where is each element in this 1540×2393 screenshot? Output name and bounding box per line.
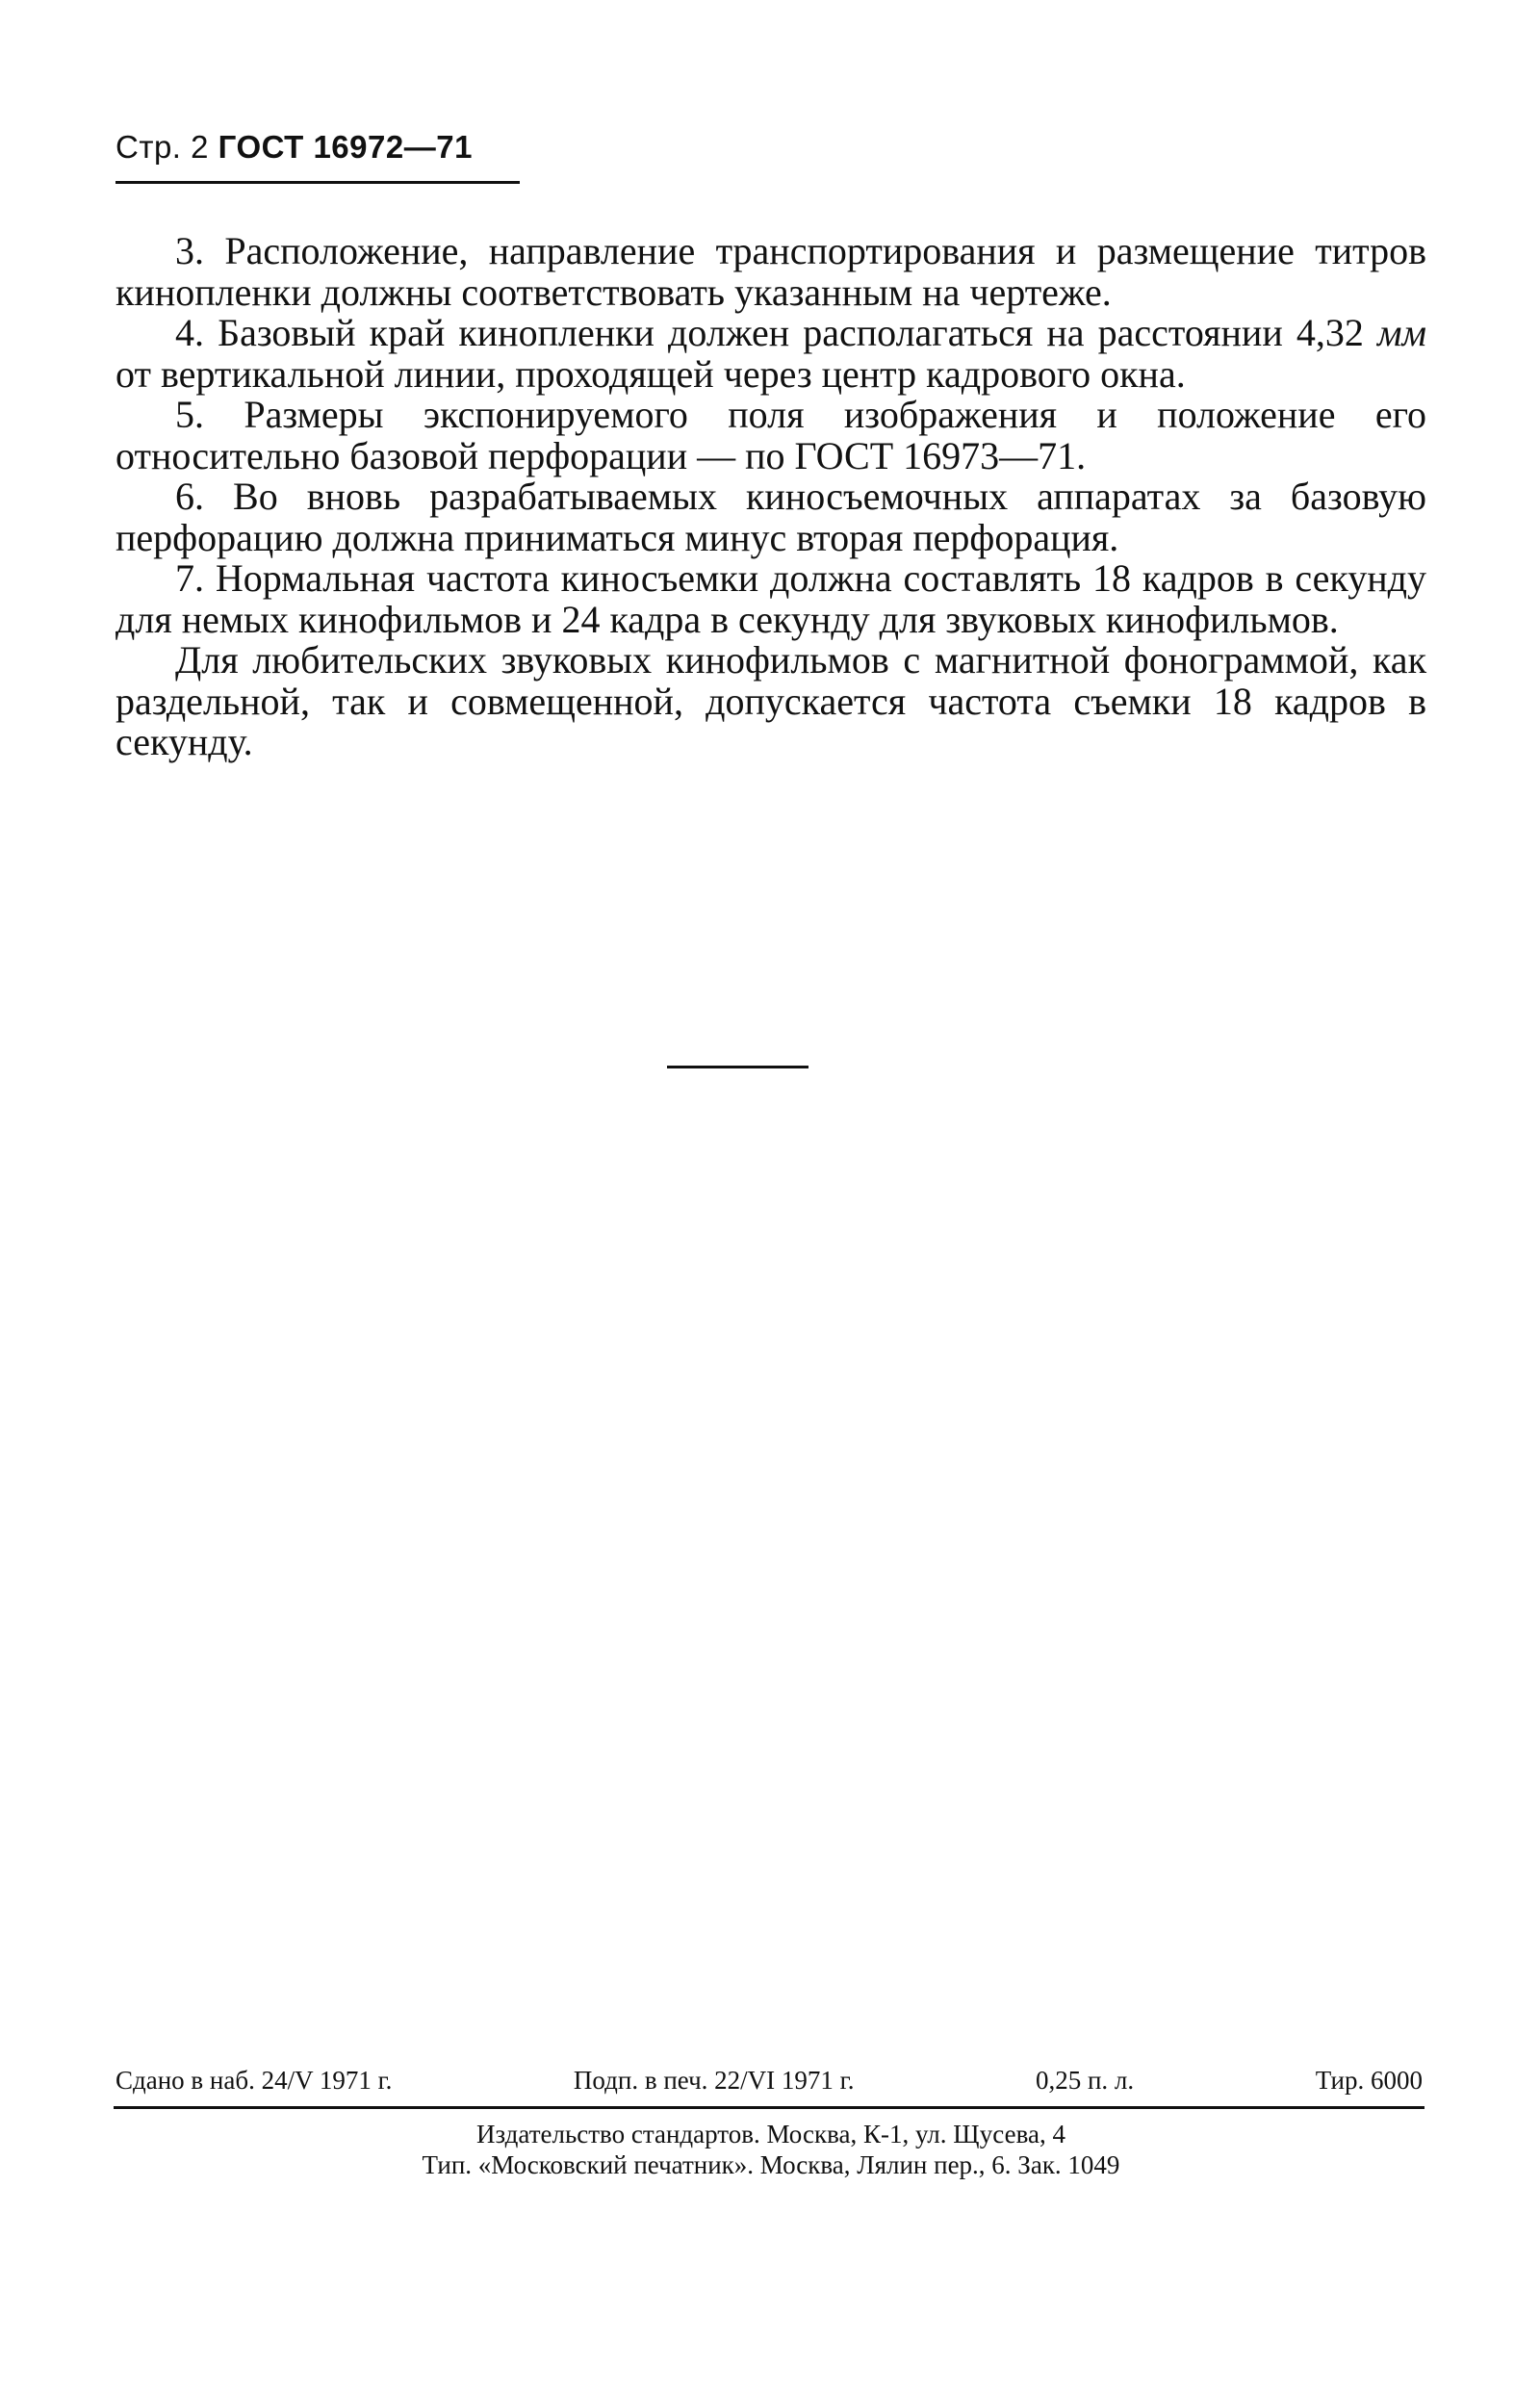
publisher-line-1: Издательство стандартов. Москва, К-1, ул. Щусева, 4 [476, 2120, 1065, 2149]
paragraph-4-after: от вертикальной линии, проходящей через центр кадрового окна. [116, 351, 1186, 396]
header-underline [116, 181, 520, 184]
paragraph-amateur-films: Для любительских звуковых кинофильмов с магнитной фонограммой, как раздельной, так и совмещенной, допускается частота съемки 18 кадров в секунду. [116, 638, 1426, 763]
imprint-divider [114, 2106, 1424, 2109]
paragraph-4 [116, 313, 1426, 395]
paragraph-3: 3. Расположение, направление транспортирования и размещение титров кинопленки должны соответствовать указанным на чертеже. [116, 229, 1426, 314]
paragraph-5: 5. Размеры экспонируемого поля изображения и положение его относительно базовой перфорации — по ГОСТ 16973—71. [116, 393, 1426, 477]
paragraph-4-before: 4. Базовый край кинопленки должен располагаться на расстоянии 4,32 [175, 311, 1377, 354]
imprint-print-run: Тир. 6000 [1315, 2066, 1423, 2095]
imprint-signed: Подп. в печ. 22/VI 1971 г. [573, 2066, 855, 2095]
standard-designation: ГОСТ 16972—71 [218, 129, 473, 165]
imprint-sheets: 0,25 п. л. [1035, 2066, 1135, 2095]
imprint-submitted: Сдано в наб. 24/V 1971 г. [116, 2066, 393, 2095]
section-end-rule [667, 1066, 808, 1068]
document-body [116, 231, 1426, 763]
paragraph-6: 6. Во вновь разрабатываемых киносъемочных аппаратах за базовую перфорацию должна приниматься минус вторая перфорация. [116, 475, 1426, 559]
imprint-line [116, 2066, 1423, 2096]
unit-mm: мм [1376, 311, 1426, 354]
publisher-line-2: Тип. «Московский печатник». Москва, Лялин пер., 6. Зак. 1049 [422, 2150, 1120, 2179]
paragraph-7: 7. Нормальная частота киносъемки должна составлять 18 кадров в секунду для немых кинофильмов и 24 кадра в секунду для звуковых кинофильмов. [116, 556, 1426, 641]
publisher-info [116, 2119, 1426, 2180]
page-number-label: Стр. 2 [116, 129, 209, 165]
page-header [116, 129, 473, 166]
